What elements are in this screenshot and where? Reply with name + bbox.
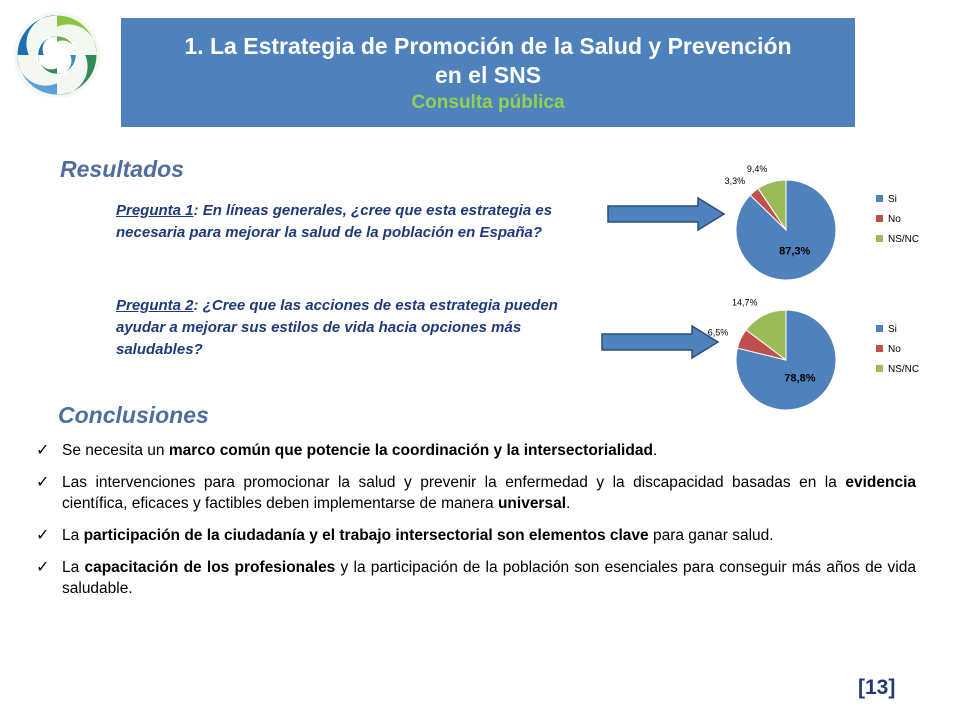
conclusion-text: .	[566, 495, 571, 512]
conclusion-text: capacitación de los profesionales	[84, 559, 336, 576]
pie-data-label: 87,3%	[779, 245, 811, 258]
legend-label: NS/NC	[888, 234, 920, 245]
conclusions-heading: Conclusiones	[58, 402, 209, 428]
conclusion-item	[36, 525, 916, 546]
conclusion-text: Las intervenciones para promocionar la salud y prevenir la enfermedad y la discapacidad basadas en la	[62, 474, 846, 491]
checkmark-icon: ✓	[36, 474, 50, 491]
legend-swatch	[876, 345, 883, 352]
conclusion-text: La	[62, 527, 84, 544]
results-heading: Resultados	[60, 156, 184, 182]
conclusion-text: científica, eficaces y factibles deben implementarse de manera	[62, 495, 498, 512]
pie-data-label: 78,8%	[784, 372, 816, 385]
pie-data-label: 14,7%	[731, 297, 758, 308]
conclusion-item	[36, 440, 916, 461]
conclusion-text: marco común que potencie la coordinación y la intersectorialidad	[168, 442, 653, 459]
conclusion-text: para ganar salud.	[648, 527, 774, 544]
pie-data-label: 9,4%	[746, 163, 768, 174]
pie-chart-question-1	[724, 158, 946, 290]
legend-label: Si	[888, 324, 897, 335]
pie-data-label: 6,5%	[707, 327, 729, 338]
legend-swatch	[876, 235, 883, 242]
title-banner	[121, 18, 855, 127]
conclusions-list	[36, 440, 916, 610]
conclusion-text: evidencia	[845, 474, 916, 491]
conclusion-text: La	[62, 559, 85, 576]
legend-swatch	[876, 215, 883, 222]
question-1-label: Pregunta 1	[116, 202, 194, 219]
slide-title-line2: en el SNS	[434, 62, 542, 88]
conclusion-item	[36, 472, 916, 514]
slide-subtitle: Consulta pública	[411, 92, 565, 113]
legend-label: Si	[888, 194, 897, 205]
arrow-right-icon	[600, 324, 720, 360]
question-2-label: Pregunta 2	[116, 297, 194, 314]
conclusion-text: .	[652, 442, 658, 459]
conclusion-text: universal	[497, 495, 567, 512]
legend-swatch	[876, 195, 883, 202]
pie-chart-question-2	[707, 288, 946, 420]
legend-label: No	[888, 214, 901, 225]
question-2-separator: :	[193, 297, 203, 314]
conclusion-text: y la participación de la población son esenciales para conseguir más años de vida saludable.	[62, 559, 916, 597]
checkmark-icon: ✓	[36, 559, 50, 576]
organization-logo	[10, 8, 104, 102]
conclusion-item	[36, 557, 916, 599]
legend-swatch	[876, 365, 883, 372]
legend-label: NS/NC	[888, 364, 920, 375]
question-2-text: ¿Cree que las acciones de esta estrategia pueden ayudar a mejorar sus estilos de vida hacia opciones más saludables?	[116, 297, 558, 358]
legend-swatch	[876, 325, 883, 332]
arrow-right-icon	[606, 196, 726, 232]
question-2	[116, 295, 596, 361]
legend-label: No	[888, 344, 901, 355]
page-number: [13]	[858, 676, 896, 699]
conclusion-text: Se necesita un	[62, 442, 169, 459]
conclusion-text: participación de la ciudadanía y el trabajo intersectorial son elementos clave	[83, 527, 649, 544]
checkmark-icon: ✓	[36, 442, 50, 459]
pie-data-label: 3,3%	[724, 175, 746, 186]
question-1	[116, 200, 596, 244]
question-1-separator: :	[193, 202, 203, 219]
checkmark-icon: ✓	[36, 527, 50, 544]
question-1-text: En líneas generales, ¿cree que esta estrategia es necesaria para mejorar la salud de la población en España?	[116, 202, 553, 241]
slide-title-line1: 1. La Estrategia de Promoción de la Salud y Prevención	[184, 33, 792, 59]
